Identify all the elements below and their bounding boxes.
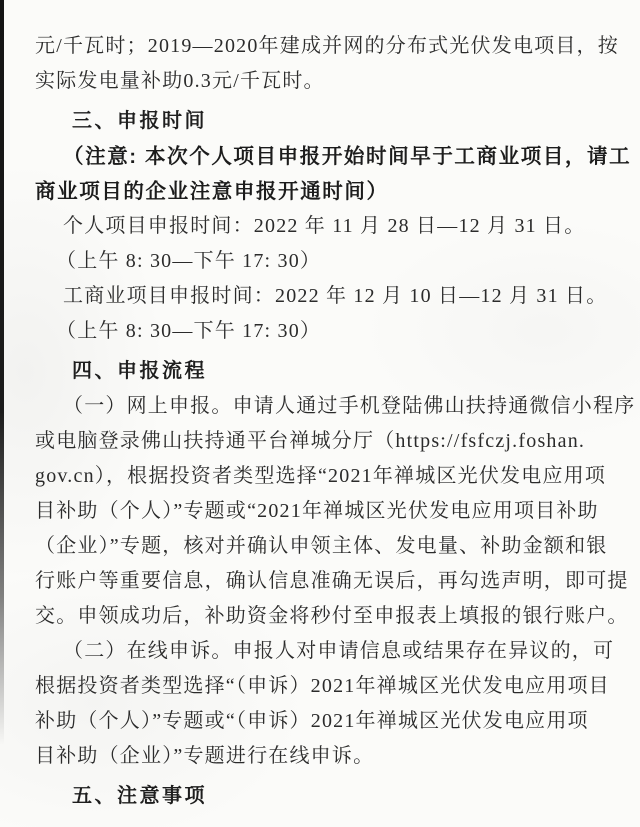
body-line: 目补助（企业）”专题进行在线申诉。 <box>35 745 375 767</box>
body-line: 补助（个人）”专题或“（申诉）2021年禅城区光伏发电应用项 <box>35 710 589 732</box>
apply-hours: （上午 8: 30—下午 17: 30） <box>56 320 322 342</box>
body-line: 元/千瓦时；2019—2020年建成并网的分布式光伏发电项目，按 <box>35 35 619 57</box>
apply-hours: （上午 8: 30—下午 17: 30） <box>56 250 322 272</box>
business-apply-time: 工商业项目申报时间：2022 年 12 月 10 日—12 月 31 日。 <box>63 285 608 307</box>
body-line-with-url: 或电脑登录佛山扶持通平台禅城分厅（https://fsfczj.foshan. <box>35 430 586 452</box>
body-line: 目补助（个人）”专题或“2021年禅城区光伏发电应用项目补助 <box>35 500 599 522</box>
body-line: （二）在线申诉。申报人对申请信息或结果存在异议的，可 <box>63 640 615 662</box>
body-line: 行账户等重要信息，确认信息准确无误后，再勾选声明，即可提 <box>35 570 629 592</box>
scan-edge-shadow <box>0 0 4 745</box>
personal-apply-time: 个人项目申报时间：2022 年 11 月 28 日—12 月 31 日。 <box>63 215 586 237</box>
body-line: 交。申领成功后，补助资金将秒付至申报表上填报的银行账户。 <box>35 605 629 627</box>
section-heading-3: 三、申报时间 <box>72 110 207 132</box>
document-content <box>35 29 636 814</box>
body-line: （企业）”专题，核对并确认申领主体、发电量、补助金额和银 <box>35 535 608 557</box>
body-line: gov.cn），根据投资者类型选择“2021年禅城区光伏发电应用项 <box>35 465 607 487</box>
body-line: （一）网上申报。申请人通过手机登陆佛山扶持通微信小程序 <box>63 395 636 417</box>
notice-line: 商业项目的企业注意申报开通时间） <box>35 180 389 203</box>
notice-line: （注意: 本次个人项目申报开始时间早于工商业项目，请工 <box>63 145 632 168</box>
section-heading-4: 四、申报流程 <box>72 360 207 382</box>
section-heading-5: 五、注意事项 <box>72 785 207 807</box>
body-line: 实际发电量补助0.3元/千瓦时。 <box>35 70 325 92</box>
body-line: 根据投资者类型选择“（申诉）2021年禅城区光伏发电应用项目 <box>35 675 610 697</box>
